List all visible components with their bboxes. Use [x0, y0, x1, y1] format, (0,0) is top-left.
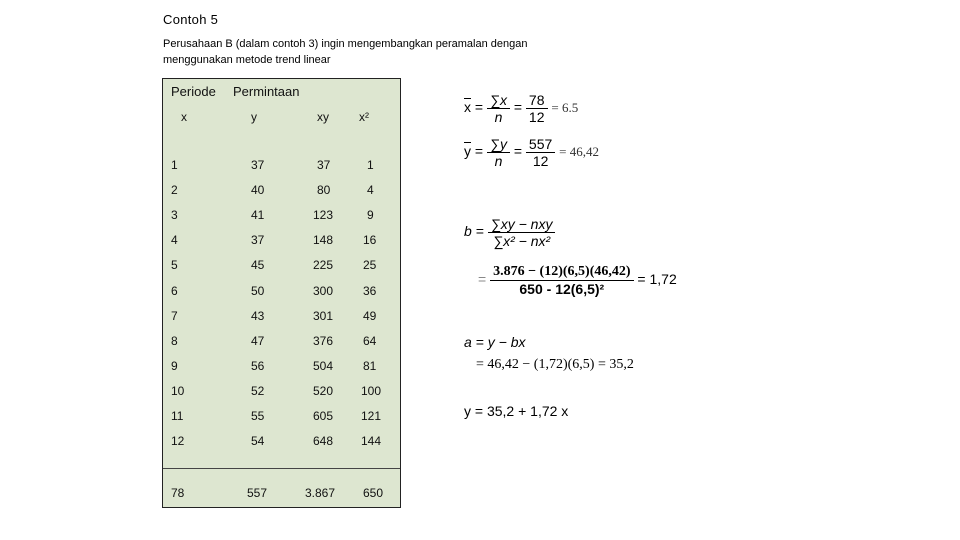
table-cell: 12 — [171, 434, 185, 449]
table-cell: 41 — [251, 208, 265, 223]
total-x: 78 — [171, 486, 185, 500]
table-cell: 301 — [313, 308, 334, 323]
header-xy: xy — [317, 110, 329, 124]
table-cell: 9 — [171, 358, 178, 373]
formula-a-values: = 46,42 − (1,72)(6,5) = 35,2 — [476, 357, 634, 372]
data-table — [162, 78, 401, 508]
totals-separator — [163, 468, 400, 469]
table-cell: 376 — [313, 333, 334, 348]
table-cell: 504 — [313, 358, 334, 373]
table-cell: 37 — [251, 233, 265, 248]
table-cell: 80 — [317, 183, 331, 198]
table-cell: 121 — [361, 409, 382, 423]
table-cell: 52 — [251, 383, 265, 398]
table-cell: 648 — [313, 434, 334, 449]
formula-b-values: = $\frac{3.876 - (12)(6,5)(46,42)}{\text{650 - 12(6,5)²}}$ = 1,72 — [478, 264, 677, 297]
table-cell: 37 — [251, 158, 265, 172]
formula-a: a = y − bx — [464, 334, 526, 350]
b-values-numerator: 3.876 − (12)(6,5)(46,42) — [490, 264, 633, 281]
b-values-denominator: 650 - 12(6,5)² — [519, 281, 605, 297]
formula-y-bar: $\overline{y}$ = $\frac{\sum y}{n}$ = $\frac{557}{12}$ = 46,42 — [464, 136, 600, 169]
table-cell: 54 — [251, 434, 265, 449]
table-cell: 5 — [171, 258, 178, 273]
table-cell: 3 — [171, 208, 178, 223]
slide-title: Contoh 5 — [163, 12, 219, 27]
x-bar-numerator: ∑x — [487, 92, 510, 109]
formula-x-bar: $\overline{x}$ = $\frac{\sum x}{n}$ = $\frac{78}{12}$ = 6.5 — [464, 92, 579, 125]
table-cell: 49 — [363, 308, 377, 323]
table-cell: 148 — [313, 233, 334, 248]
table-cell: 43 — [251, 308, 265, 323]
table-cell: 64 — [363, 333, 377, 348]
table-cell: 36 — [363, 283, 377, 298]
description-line-2: menggunakan metode trend linear — [163, 54, 331, 66]
table-cell: 300 — [313, 283, 334, 298]
b-numerator: ∑xy − nxy — [488, 216, 556, 233]
x-bar-denominator-value: 12 — [528, 109, 545, 125]
table-cell: 40 — [251, 183, 265, 198]
table-cell: 47 — [251, 333, 265, 348]
table-cell: 605 — [313, 409, 334, 423]
problem-description — [163, 36, 623, 68]
y-bar-numerator-value: 557 — [526, 136, 555, 153]
y-bar-symbol: $\overline{y}$ — [464, 143, 471, 160]
table-cell: 123 — [313, 208, 334, 223]
header-y: y — [251, 110, 257, 124]
table-cell: 144 — [361, 434, 382, 449]
header-periode: Periode — [171, 84, 216, 99]
table-cell: 4 — [171, 233, 178, 248]
table-cell: 10 — [171, 383, 185, 398]
formula-b — [464, 216, 555, 249]
header-x: x — [181, 110, 187, 124]
x-bar-denominator: n — [494, 109, 503, 125]
b-denominator: ∑x² − nx² — [493, 233, 551, 249]
table-cell: 55 — [251, 409, 265, 423]
y-bar-denominator-value: 12 — [532, 153, 549, 169]
table-cell: 56 — [251, 358, 265, 373]
trend-equation: y = 35,2 + 1,72 x — [464, 403, 569, 419]
table-cell: 16 — [363, 233, 377, 248]
table-cell: 4 — [367, 183, 374, 198]
table-cell: 50 — [251, 283, 265, 298]
b-result: = 1,72 — [637, 271, 677, 288]
total-x-squared: 650 — [363, 486, 384, 500]
b-symbol: b = — [464, 223, 484, 240]
table-cell: 225 — [313, 258, 334, 273]
table-cell: 520 — [313, 383, 334, 398]
header-x-squared: x² — [359, 110, 369, 124]
x-bar-symbol: $\overline{x}$ — [464, 99, 471, 116]
table-cell: 9 — [367, 208, 374, 223]
table-cell: 81 — [363, 358, 377, 373]
y-bar-numerator: ∑y — [487, 136, 510, 153]
table-cell: 11 — [171, 409, 184, 423]
x-bar-result: = 6.5 — [551, 100, 579, 116]
y-bar-result: = 46,42 — [559, 144, 600, 160]
table-cell: 25 — [363, 258, 377, 273]
table-cell: 45 — [251, 258, 265, 273]
table-cell: 2 — [171, 183, 178, 198]
table-cell: 8 — [171, 333, 178, 348]
x-bar-numerator-value: 78 — [526, 92, 548, 109]
description-line-1: Perusahaan B (dalam contoh 3) ingin mengembangkan peramalan dengan — [163, 38, 528, 50]
total-y: 557 — [247, 486, 268, 500]
table-cell: 7 — [171, 308, 178, 323]
table-cell: 6 — [171, 283, 178, 298]
table-cell: 1 — [367, 158, 374, 172]
y-bar-denominator: n — [494, 153, 503, 169]
header-permintaan: Permintaan — [233, 84, 300, 99]
table-cell: 100 — [361, 383, 382, 398]
table-cell: 1 — [171, 158, 178, 172]
table-cell: 37 — [317, 158, 331, 172]
total-xy: 3.867 — [305, 486, 336, 500]
